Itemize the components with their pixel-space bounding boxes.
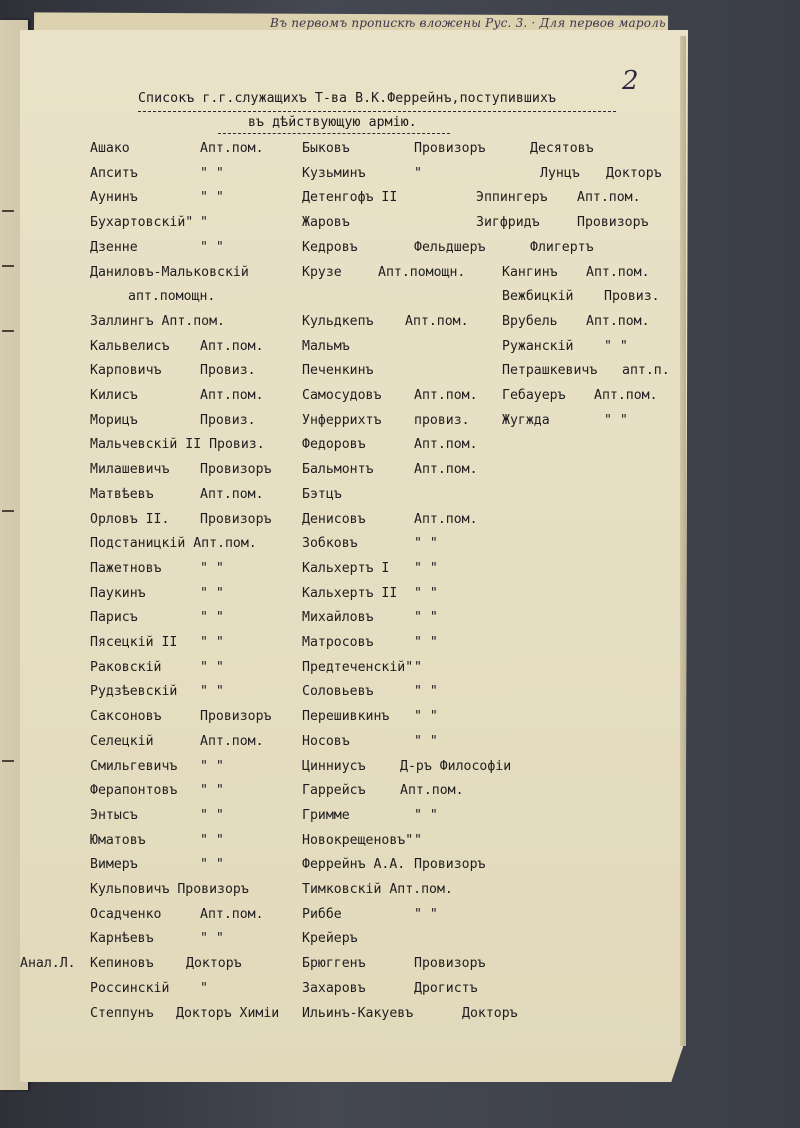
left-column-name: Ферапонтовъ	[90, 783, 178, 799]
middle-column-name: Печенкинъ	[302, 363, 374, 379]
title-underline-2	[218, 133, 450, 134]
right-column-position: Апт.пом.	[577, 190, 641, 206]
right-column-position: Апт.пом.	[586, 264, 650, 280]
middle-column-position: " "	[414, 585, 438, 601]
left-column-position: " "	[200, 684, 224, 700]
middle-column-name: Кедровъ	[302, 239, 358, 255]
left-column-name: Карповичъ	[90, 363, 162, 379]
right-column-name: Эппингеръ	[476, 190, 548, 206]
middle-column-position: " "	[414, 635, 438, 650]
left-column-name: Рудзѣевскій	[90, 684, 178, 700]
title-line-1: Списокъ г.г.служащихъ Т-ва В.К.Феррейнъ,поступившихъ	[138, 91, 557, 106]
middle-column-name: Кальхертъ II	[302, 585, 398, 601]
left-column-position: "	[200, 980, 208, 996]
middle-column-position: Провизоръ	[414, 956, 486, 972]
left-column-name: Осадченко	[90, 906, 162, 922]
left-column-name: Карнѣевъ	[90, 931, 154, 947]
right-column-name: Десятовъ	[530, 141, 594, 156]
left-column-position: Докторъ Химіи	[176, 1005, 280, 1021]
left-column-name: Заллингъ Апт.пом.	[90, 313, 225, 329]
middle-column-name: Детенгофъ II	[302, 190, 398, 206]
middle-column-position: Апт.пом.	[400, 783, 464, 799]
left-column-position: Провиз.	[200, 363, 256, 379]
middle-column-position: " "	[414, 536, 438, 552]
middle-column-name: Предтеченскій"	[302, 659, 414, 675]
middle-column-name: Бэтцъ	[302, 486, 342, 502]
left-column-name: Раковскій	[90, 659, 162, 675]
title-underline-1	[138, 111, 616, 112]
middle-column-position: Апт.пом.	[414, 511, 478, 527]
middle-column-name: Крузе	[302, 264, 342, 280]
right-column-position: Провизоръ	[577, 215, 649, 231]
left-column-name: Парисъ	[90, 610, 138, 626]
middle-column-position: " "	[414, 807, 438, 823]
left-column-position: Апт.пом.	[200, 486, 264, 502]
title-line-2: въ дѣйствующую армію.	[248, 115, 417, 130]
left-column-name: Даниловъ-Мальковскій	[90, 264, 249, 280]
left-column-position: Апт.пом.	[200, 388, 264, 403]
middle-column-name: Носовъ	[302, 733, 350, 749]
right-column-position: " "	[604, 412, 628, 428]
middle-column-position: Апт.пом.	[414, 388, 478, 403]
left-column-name: Россинскій	[90, 980, 170, 996]
left-column-name: Ашако	[90, 141, 130, 156]
left-column-name: Мальчевскій II Провиз.	[90, 437, 265, 453]
middle-column-position: " "	[414, 560, 438, 576]
left-column-name: Бухартовскій"	[90, 215, 194, 231]
ink-mark	[2, 330, 14, 332]
left-column-name: Степпунъ	[90, 1005, 154, 1021]
middle-column-name: Матросовъ	[302, 635, 374, 650]
left-column-name: Юматовъ	[90, 832, 146, 848]
ink-mark	[2, 210, 14, 212]
middle-column-name: Тимковскій Апт.пом.	[302, 882, 453, 897]
middle-column-position: "	[414, 832, 422, 848]
middle-column-position: " "	[414, 709, 438, 725]
middle-column-name: Быковъ	[302, 141, 350, 156]
middle-column-name: Михайловъ	[302, 610, 374, 626]
left-column-name: Пажетновъ	[90, 560, 162, 576]
right-column-position: апт.п.	[622, 363, 670, 379]
left-column-position: " "	[200, 783, 224, 799]
middle-column-name: Федоровъ	[302, 437, 366, 453]
left-column-name: Энтысъ	[90, 807, 138, 823]
left-column-position: " "	[200, 165, 224, 181]
middle-column-name: Захаровъ	[302, 980, 366, 996]
middle-column-name: Бальмонтъ	[302, 462, 374, 478]
middle-column-position: провиз.	[414, 412, 470, 428]
middle-column-position: Дрогистъ	[414, 980, 478, 996]
middle-column-position: Апт.пом.	[414, 462, 478, 478]
left-column-position: "	[200, 215, 208, 231]
middle-column-name: Перешивкинъ	[302, 709, 390, 725]
middle-column-position: " "	[414, 733, 438, 749]
right-column-name: Зигфридъ	[476, 215, 540, 231]
middle-column-position: Докторъ	[462, 1005, 518, 1021]
middle-column-name: Риббе	[302, 906, 342, 922]
left-column-name: Кепиновъ	[90, 956, 154, 972]
right-column-position: Апт.пом.	[594, 388, 658, 403]
middle-column-name: Брюггенъ	[302, 956, 366, 972]
left-column-position: Провизоръ	[200, 511, 272, 527]
left-column-position: " "	[200, 239, 224, 255]
right-column-position: " "	[604, 338, 628, 354]
left-column-position: " "	[200, 585, 224, 601]
left-column-name: Милашевичъ	[90, 462, 170, 478]
left-column-name: Дзенне	[90, 239, 138, 255]
middle-column-position: Провизоръ	[414, 141, 486, 156]
left-column-position: " "	[200, 931, 224, 947]
middle-column-position: "	[414, 165, 422, 181]
middle-column-name: Феррейнъ А.А.	[302, 857, 406, 873]
middle-column-name: Гримме	[302, 807, 350, 823]
middle-column-name: Денисовъ	[302, 511, 366, 527]
left-column-position: Провиз.	[200, 412, 256, 428]
middle-column-position: Провизоръ	[414, 857, 486, 873]
middle-column-name: Мальмъ	[302, 338, 350, 354]
middle-column-position: Апт.помощн.	[378, 264, 466, 280]
middle-column-name: Жаровъ	[302, 215, 350, 231]
middle-column-name: Кузьминъ	[302, 165, 366, 181]
left-column-name: Смильгевичъ	[90, 758, 178, 774]
right-column-position: Докторъ	[606, 165, 662, 181]
left-column-name: Кальвелисъ	[90, 338, 170, 354]
left-column-name: Селецкій	[90, 733, 154, 749]
left-column-name: апт.помощн.	[128, 289, 216, 305]
handwritten-note: Въ первомъ пропискѣ вложены Рус. 3. · Для первов мароль	[270, 16, 666, 30]
page-edge	[680, 36, 686, 1046]
entry-prefix: Анал.Л.	[20, 956, 76, 972]
middle-column-name: Зобковъ	[302, 536, 358, 552]
middle-column-name: Цинниусъ	[302, 758, 366, 774]
right-column-name: Гебауеръ	[502, 388, 566, 403]
left-column-name: Орловъ II.	[90, 511, 170, 527]
left-column-position: Апт.пом.	[200, 141, 264, 156]
middle-column-name: Ильинъ-Какуевъ	[302, 1005, 414, 1021]
middle-column-name: Крейеръ	[302, 931, 358, 947]
left-column-position: " "	[200, 560, 224, 576]
right-column-position: Провиз.	[604, 289, 660, 305]
left-column-name: Аунинъ	[90, 190, 138, 206]
middle-column-position: "	[414, 659, 422, 675]
left-column-position: Провизоръ	[200, 462, 272, 478]
right-column-position: Апт.пом.	[586, 313, 650, 329]
middle-column-name: Новокрещеновъ"	[302, 832, 414, 848]
middle-column-position: " "	[414, 684, 438, 700]
left-column-name: Подстаницкій Апт.пом.	[90, 536, 257, 552]
middle-column-position: Д-ръ Философіи	[400, 758, 512, 774]
page-number: 2	[622, 66, 639, 96]
middle-column-position: Фельдшеръ	[414, 239, 486, 255]
left-column-name: Пясецкій II	[90, 635, 178, 650]
left-column-position: " "	[200, 807, 224, 823]
middle-column-position: " "	[414, 610, 438, 626]
middle-column-name: Самосудовъ	[302, 388, 382, 403]
left-column-position: " "	[200, 610, 224, 626]
left-column-position: " "	[200, 857, 224, 873]
left-column-position: " "	[200, 190, 224, 206]
right-column-name: Флигертъ	[530, 239, 594, 255]
right-column-name: Жугжда	[502, 412, 550, 428]
middle-column-name: Кальхертъ I	[302, 560, 390, 576]
left-column-position: " "	[200, 659, 224, 675]
left-column-name: Апситъ	[90, 165, 138, 181]
middle-column-name: Унферрихтъ	[302, 412, 382, 428]
left-column-position: " "	[200, 635, 224, 650]
left-column-position: Докторъ	[186, 956, 242, 972]
left-column-position: Провизоръ	[200, 709, 272, 725]
right-column-name: Петрашкевичъ	[502, 363, 598, 379]
right-column-name: Кангинъ	[502, 264, 558, 280]
left-column-name: Вимеръ	[90, 857, 138, 873]
middle-column-name: Гаррейсъ	[302, 783, 366, 799]
left-column-position: Апт.пом.	[200, 338, 264, 354]
left-column-position: Апт.пом.	[200, 906, 264, 922]
middle-column-position: Апт.пом.	[414, 437, 478, 453]
left-column-position: " "	[200, 832, 224, 848]
right-column-name: Ружанскій	[502, 338, 574, 354]
left-column-name: Морицъ	[90, 412, 138, 428]
document-page	[20, 30, 688, 1082]
middle-column-name: Кульдкепъ	[302, 313, 374, 329]
ink-mark	[2, 760, 14, 762]
left-column-name: Матвѣевъ	[90, 486, 154, 502]
left-column-name: Паукинъ	[90, 585, 146, 601]
left-column-position: Апт.пом.	[200, 733, 264, 749]
left-column-position: " "	[200, 758, 224, 774]
right-column-name: Лунцъ	[540, 165, 580, 181]
left-column-name: Саксоновъ	[90, 709, 162, 725]
middle-column-position: " "	[414, 906, 438, 922]
right-column-name: Врубель	[502, 313, 558, 329]
middle-column-name: Соловьевъ	[302, 684, 374, 700]
right-column-name: Вежбицкій	[502, 289, 574, 305]
left-column-name: Килисъ	[90, 388, 138, 403]
middle-column-position: Апт.пом.	[405, 313, 469, 329]
ink-mark	[2, 510, 14, 512]
ink-mark	[2, 265, 14, 267]
left-column-name: Кульповичъ Провизоръ	[90, 882, 249, 897]
